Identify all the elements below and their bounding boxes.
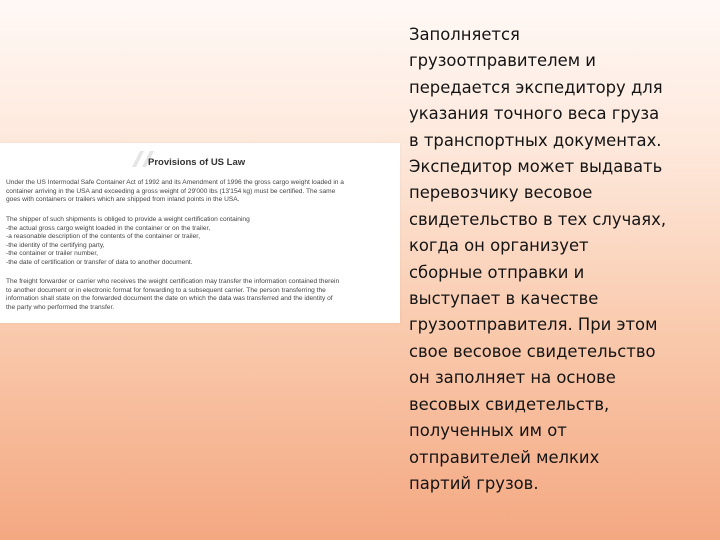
document-title: Provisions of US Law xyxy=(148,157,246,168)
document-scan-image xyxy=(0,143,400,323)
slide-body-text: Заполняется грузоотправителем и передается экспедитору для указания точного веса груза в транспортных документах. Экспедитор может выдавать перевозчику весовое свидетельство в тех случаях, когда он организует сборные отправки и выступает в качестве грузоотправителя. При этом свое весовое свидетельство он заполняет на основе весовых свидетельств, полученных им от отправителей мелких партий грузов. xyxy=(409,25,667,493)
document-paragraph-forwarder-transfer: The freight forwarder or carrier who receives the weight certification may transfer the information contained therein to another document or in electronic format for forwarding to a subsequent carrier. The person transferring the information shall state on the forwarded document the date on which the data was transferred and the identity of the party who performed the transfer. xyxy=(6,278,340,311)
document-paragraph-law: Under the US Intermodal Safe Container Act of 1992 and its Amendment of 1996 the gross cargo weight loaded in a container arriving in the USA and exceeding a gross weight of 29'000 lbs (13'154 kg) must be certified. The same goes with containers or trailers which are shipped from inland points in the USA. xyxy=(6,179,344,204)
document-paragraph-shipper-obligations: The shipper of such shipments is obliged to provide a weight certification containing -the actual gross cargo weight loaded in the container or on the trailer, -a reasonable description of the contents of the container or trailer, -the identity of the certifying party, -the container or trailer number, -the date of certification or transfer of data to another document. xyxy=(6,216,250,266)
